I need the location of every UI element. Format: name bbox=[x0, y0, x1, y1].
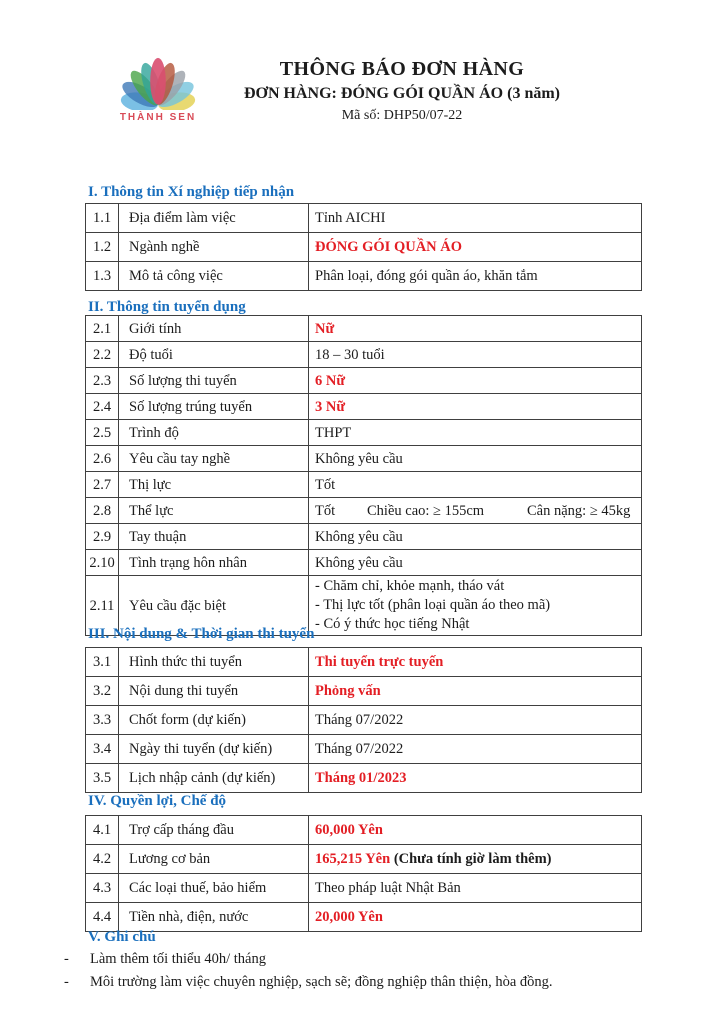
table-row bbox=[86, 550, 642, 576]
row-label: Các loại thuế, bảo hiểm bbox=[119, 874, 309, 903]
row-number: 2.6 bbox=[86, 446, 119, 472]
section-heading-exam-schedule: III. Nội dung & Thời gian thi tuyển bbox=[88, 626, 315, 642]
list-item bbox=[64, 971, 684, 994]
table-row bbox=[86, 648, 642, 677]
table-row bbox=[86, 472, 642, 498]
order-subtitle: ĐƠN HÀNG: ĐÓNG GÓI QUẦN ÁO (3 năm) bbox=[244, 85, 560, 102]
row-number: 3.2 bbox=[86, 677, 119, 706]
row-label: Số lượng thi tuyển bbox=[119, 368, 309, 394]
row-number: 1.2 bbox=[86, 233, 119, 262]
row-label: Thể lực bbox=[119, 498, 309, 524]
row-label: Giới tính bbox=[119, 316, 309, 342]
base-salary-amount: 165,215 Yên bbox=[315, 851, 391, 867]
row-value: THPT bbox=[309, 420, 642, 446]
note-text: Môi trường làm việc chuyên nghiệp, sạch sẽ; đồng nghiệp thân thiện, hòa đồng. bbox=[90, 974, 553, 990]
row-number: 1.1 bbox=[86, 204, 119, 233]
row-number: 2.1 bbox=[86, 316, 119, 342]
row-label: Hình thức thi tuyển bbox=[119, 648, 309, 677]
bullet-dash: - bbox=[64, 951, 69, 967]
document-header bbox=[0, 58, 724, 124]
row-label: Chốt form (dự kiến) bbox=[119, 706, 309, 735]
row-value bbox=[309, 845, 642, 874]
recruitment-info-table bbox=[85, 315, 642, 636]
row-label: Tiền nhà, điện, nước bbox=[119, 903, 309, 932]
row-value bbox=[309, 576, 642, 636]
row-value: 3 Nữ bbox=[309, 394, 642, 420]
special-requirement-line: - Có ý thức học tiếng Nhật bbox=[315, 616, 470, 632]
note-text: Làm thêm tối thiểu 40h/ tháng bbox=[90, 951, 266, 967]
company-info-table bbox=[85, 203, 642, 291]
row-label: Thị lực bbox=[119, 472, 309, 498]
row-value: Tháng 01/2023 bbox=[309, 764, 642, 793]
row-number: 4.3 bbox=[86, 874, 119, 903]
row-number: 2.8 bbox=[86, 498, 119, 524]
row-number: 3.4 bbox=[86, 735, 119, 764]
table-row bbox=[86, 677, 642, 706]
special-requirement-line: - Chăm chỉ, khỏe mạnh, tháo vát bbox=[315, 578, 505, 594]
section-heading-benefits: IV. Quyền lợi, Chế độ bbox=[88, 793, 227, 809]
table-row bbox=[86, 874, 642, 903]
row-value: Không yêu cầu bbox=[309, 524, 642, 550]
order-code: Mã số: DHP50/07-22 bbox=[341, 108, 463, 123]
row-number: 2.10 bbox=[86, 550, 119, 576]
table-row bbox=[86, 735, 642, 764]
page-title: THÔNG BÁO ĐƠN HÀNG bbox=[279, 58, 525, 80]
row-value: 60,000 Yên bbox=[309, 816, 642, 845]
row-value: Nữ bbox=[309, 316, 642, 342]
table-row bbox=[86, 903, 642, 932]
row-label: Yêu cầu đặc biệt bbox=[119, 576, 309, 636]
row-number: 3.3 bbox=[86, 706, 119, 735]
list-item bbox=[64, 948, 684, 971]
row-label: Số lượng trúng tuyển bbox=[119, 394, 309, 420]
notes-list bbox=[64, 948, 684, 994]
table-row bbox=[86, 368, 642, 394]
benefits-table bbox=[85, 815, 642, 932]
row-value: Theo pháp luật Nhật Bản bbox=[309, 874, 642, 903]
row-label: Tay thuận bbox=[119, 524, 309, 550]
row-label: Ngày thi tuyển (dự kiến) bbox=[119, 735, 309, 764]
row-value: 20,000 Yên bbox=[309, 903, 642, 932]
row-value: Tốt bbox=[309, 472, 642, 498]
section-heading-recruitment-info: II. Thông tin tuyển dụng bbox=[88, 299, 246, 315]
row-value: Không yêu cầu bbox=[309, 446, 642, 472]
row-label: Độ tuổi bbox=[119, 342, 309, 368]
row-label: Địa điểm làm việc bbox=[119, 204, 309, 233]
section-heading-company-info: I. Thông tin Xí nghiệp tiếp nhận bbox=[88, 184, 295, 200]
row-label: Tình trạng hôn nhân bbox=[119, 550, 309, 576]
special-requirement-line: - Thị lực tốt (phân loại quần áo theo mã) bbox=[315, 597, 551, 613]
table-row bbox=[86, 524, 642, 550]
exam-schedule-table bbox=[85, 647, 642, 793]
row-value: Không yêu cầu bbox=[309, 550, 642, 576]
row-number: 3.5 bbox=[86, 764, 119, 793]
row-number: 3.1 bbox=[86, 648, 119, 677]
table-row bbox=[86, 498, 642, 524]
table-row bbox=[86, 233, 642, 262]
row-number: 2.5 bbox=[86, 420, 119, 446]
row-value: Phỏng vấn bbox=[309, 677, 642, 706]
row-label: Ngành nghề bbox=[119, 233, 309, 262]
row-label: Lịch nhập cảnh (dự kiến) bbox=[119, 764, 309, 793]
row-value: Tháng 07/2022 bbox=[309, 706, 642, 735]
weight-requirement: Cân nặng: ≥ 45kg bbox=[527, 502, 631, 519]
table-row bbox=[86, 816, 642, 845]
physical-rating: Tốt bbox=[315, 502, 336, 519]
row-value: 18 – 30 tuổi bbox=[309, 342, 642, 368]
row-number: 2.9 bbox=[86, 524, 119, 550]
table-row bbox=[86, 420, 642, 446]
row-number: 2.2 bbox=[86, 342, 119, 368]
height-requirement: Chiều cao: ≥ 155cm bbox=[367, 502, 485, 519]
table-row bbox=[86, 316, 642, 342]
table-row bbox=[86, 342, 642, 368]
row-number: 2.7 bbox=[86, 472, 119, 498]
row-label: Trợ cấp tháng đầu bbox=[119, 816, 309, 845]
row-label: Nội dung thi tuyển bbox=[119, 677, 309, 706]
base-salary-note: (Chưa tính giờ làm thêm) bbox=[393, 851, 552, 867]
table-row bbox=[86, 845, 642, 874]
row-value: Tháng 07/2022 bbox=[309, 735, 642, 764]
row-value: 6 Nữ bbox=[309, 368, 642, 394]
row-value: Tỉnh AICHI bbox=[309, 204, 642, 233]
row-label: Mô tả công việc bbox=[119, 262, 309, 291]
table-row bbox=[86, 262, 642, 291]
table-row bbox=[86, 706, 642, 735]
row-number: 2.3 bbox=[86, 368, 119, 394]
row-label: Trình độ bbox=[119, 420, 309, 446]
section-heading-notes: V. Ghi chú bbox=[88, 929, 156, 945]
row-number: 4.2 bbox=[86, 845, 119, 874]
row-value bbox=[309, 498, 642, 524]
table-row bbox=[86, 394, 642, 420]
row-number: 2.11 bbox=[86, 576, 119, 636]
brand-name: THÀNH SEN bbox=[119, 112, 197, 123]
row-value: ĐÓNG GÓI QUẦN ÁO bbox=[309, 233, 642, 262]
row-number: 2.4 bbox=[86, 394, 119, 420]
row-number: 1.3 bbox=[86, 262, 119, 291]
table-row bbox=[86, 204, 642, 233]
row-value: Thi tuyển trực tuyến bbox=[309, 648, 642, 677]
table-row bbox=[86, 764, 642, 793]
row-number: 4.4 bbox=[86, 903, 119, 932]
row-number: 4.1 bbox=[86, 816, 119, 845]
row-value: Phân loại, đóng gói quần áo, khăn tắm bbox=[309, 262, 642, 291]
row-label: Yêu cầu tay nghề bbox=[119, 446, 309, 472]
table-row bbox=[86, 446, 642, 472]
row-label: Lương cơ bản bbox=[119, 845, 309, 874]
bullet-dash: - bbox=[64, 974, 69, 990]
